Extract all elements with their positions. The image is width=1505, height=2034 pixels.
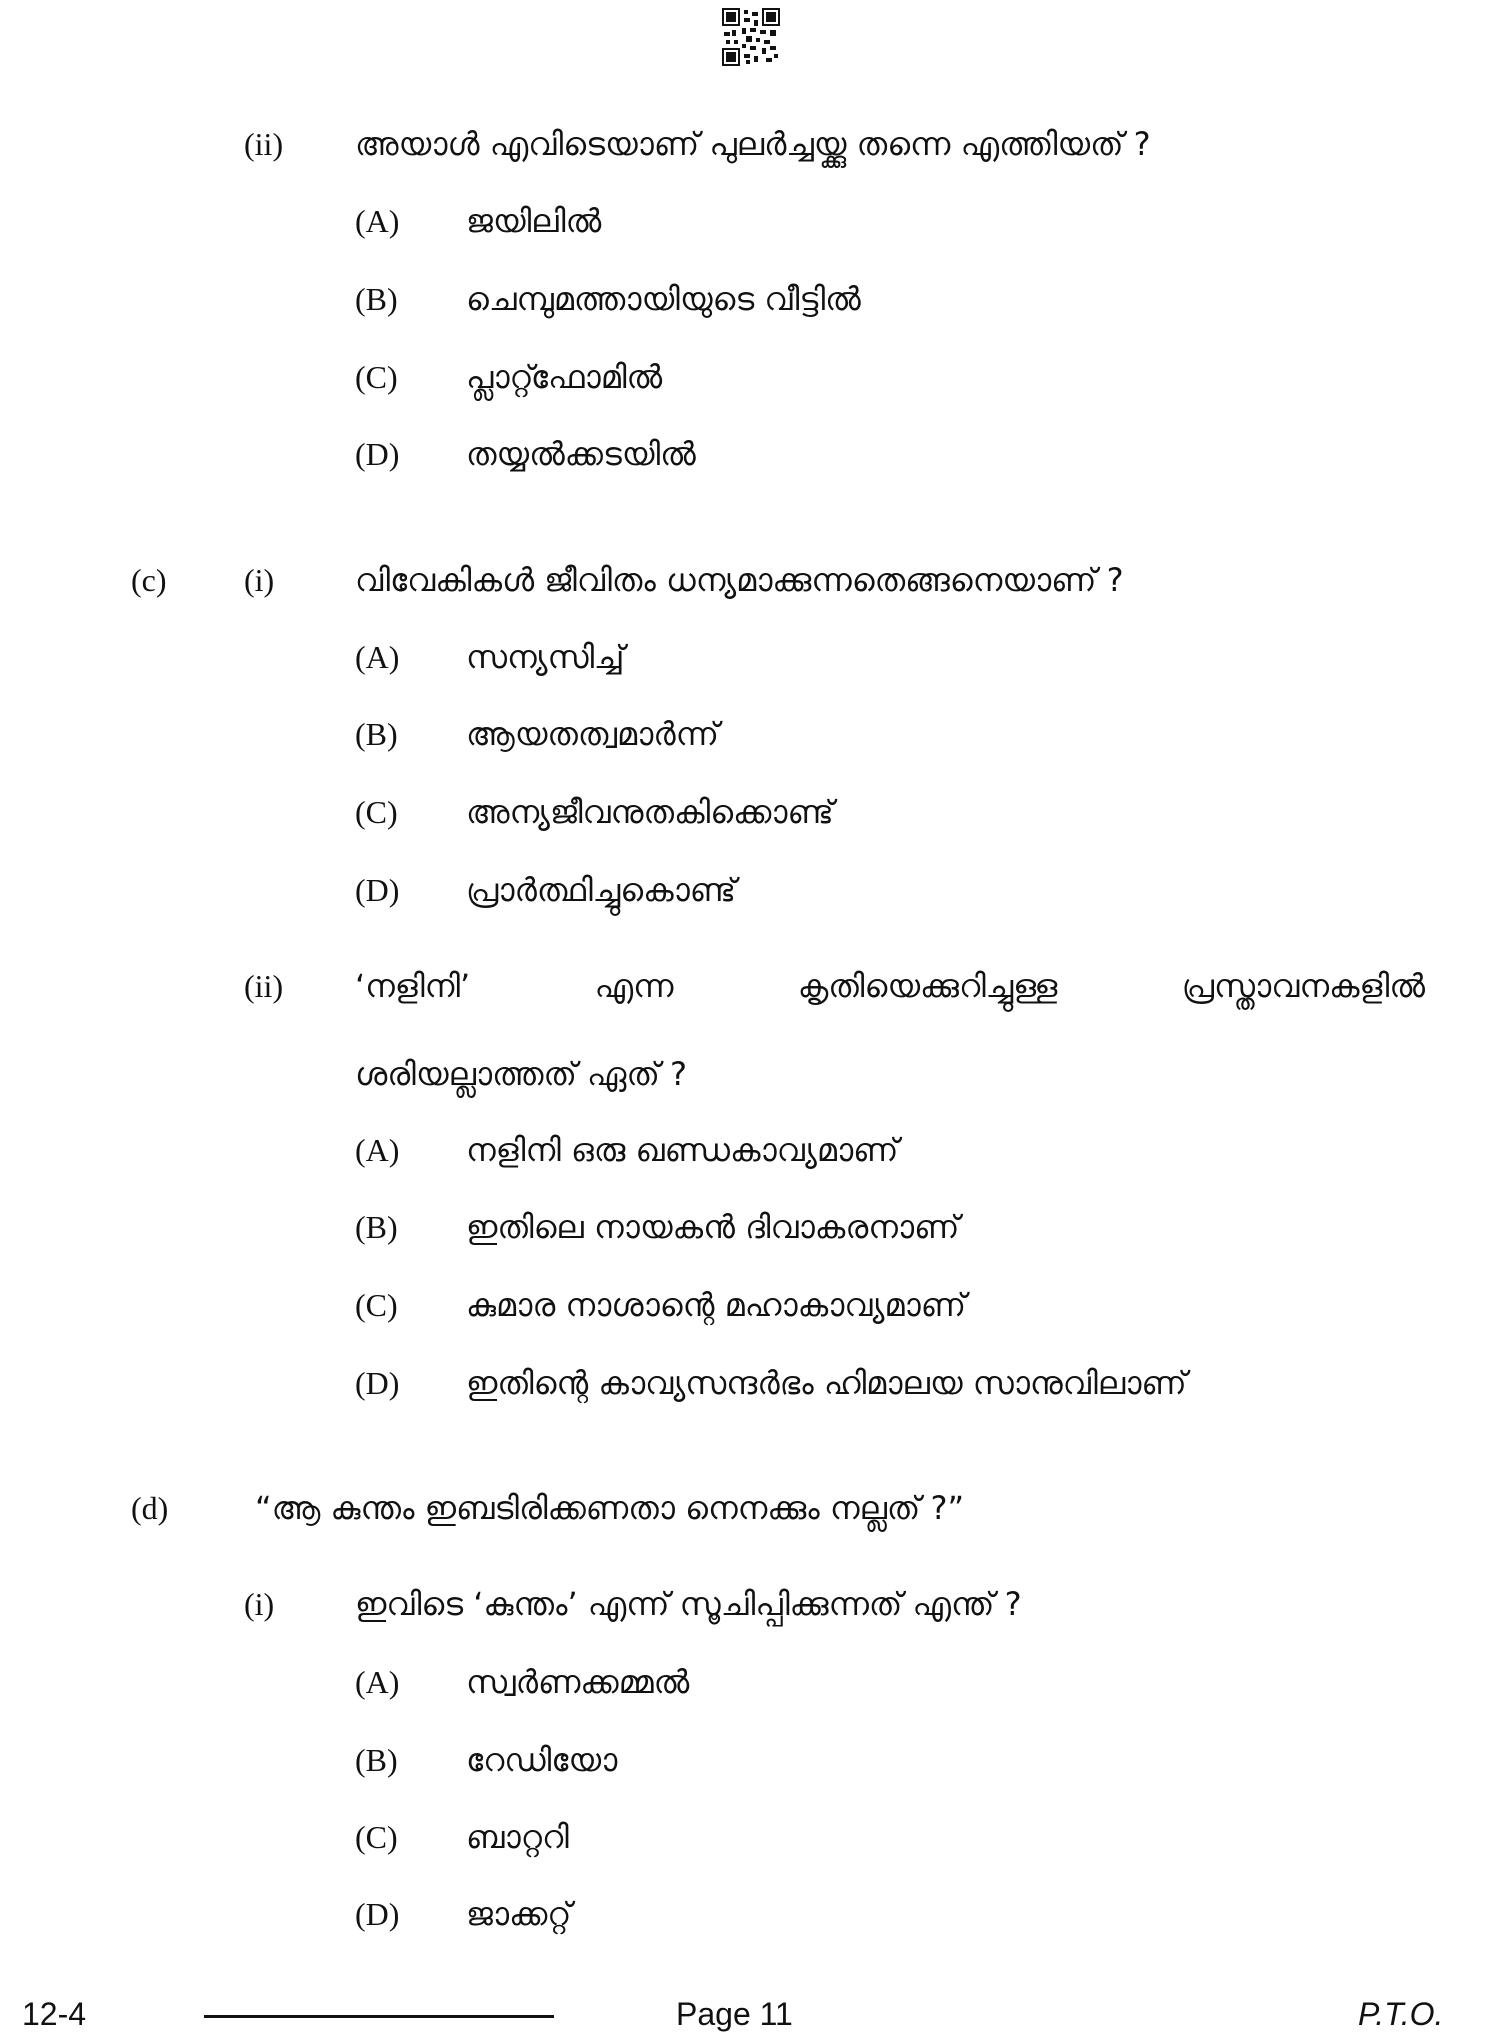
option-label: (B) [355, 281, 398, 317]
option-text: സന്യസിച്ച് [466, 638, 625, 676]
option-text: പ്രാർത്ഥിച്ചുകൊണ്ട് [466, 871, 737, 909]
option-label: (B) [355, 1742, 398, 1778]
question-word: പ്രസ്താവനകളിൽ [1181, 967, 1425, 1005]
option-label: (C) [355, 794, 398, 830]
option-label: (B) [355, 716, 398, 752]
option-label: (C) [355, 1287, 398, 1323]
paper-code: 12-4 [22, 1996, 87, 2032]
option-text: ഇതിലെ നായകൻ ദിവാകരനാണ് [466, 1208, 960, 1246]
option-text: ചെമ്പുമത്തായിയുടെ വീട്ടിൽ [466, 280, 861, 318]
option-text: ഇതിന്റെ കാവ്യസന്ദർഭം ഹിമാലയ സാനുവിലാണ് [466, 1364, 1187, 1402]
option-label: (D) [355, 436, 400, 472]
option-label: (A) [355, 1132, 400, 1168]
question-text: അയാൾ എവിടെയാണ് പുലർച്ചയ്ക്കു തന്നെ എത്തിയത് ? [355, 125, 1151, 163]
option-label: (A) [355, 639, 400, 675]
option-label: (D) [355, 1365, 400, 1401]
question-text: വിവേകികൾ ജീവിതം ധന്യമാക്കുന്നതെങ്ങനെയാണ് ? [355, 561, 1124, 599]
option-text: റേഡിയോ [466, 1741, 618, 1779]
question-text-line [355, 966, 1425, 1006]
question-number: (ii) [244, 968, 284, 1004]
footer-rule [204, 2015, 554, 2018]
question-number: (i) [244, 1586, 275, 1622]
option-text: ആയതത്വമാർന്ന് [466, 715, 719, 753]
option-text: തയ്യൽക്കടയിൽ [466, 435, 696, 473]
page-number: Page 11 [676, 1996, 793, 2032]
question-word: എന്ന [594, 967, 674, 1005]
qr-code [722, 8, 780, 66]
option-text: ജയിലിൽ [466, 202, 602, 240]
option-text: നളിനി ഒരു ഖണ്ഡകാവ്യമാണ് [466, 1131, 899, 1169]
option-text: കുമാര നാശാന്റെ മഹാകാവ്യമാണ് [466, 1286, 967, 1324]
question-word: കൃതിയെക്കുറിച്ചുള്ള [797, 967, 1058, 1005]
question-number: (i) [244, 562, 275, 598]
option-text: പ്ലാറ്റ്ഫോമിൽ [466, 358, 663, 396]
quotation-text: “ആ കുന്തം ഇബടിരിക്കണതാ നെനക്കും നല്ലത് ?” [255, 1489, 965, 1527]
section-label: (c) [131, 562, 167, 598]
question-number: (ii) [244, 126, 284, 162]
question-text: ഇവിടെ ‘കുന്തം’ എന്ന് സൂചിപ്പിക്കുന്നത് എന്ത് ? [355, 1585, 1022, 1623]
pto-label: P.T.O. [1358, 1996, 1444, 2032]
section-label: (d) [131, 1490, 169, 1526]
option-label: (C) [355, 1819, 398, 1855]
option-text: ജാക്കറ്റ് [466, 1895, 572, 1933]
option-label: (A) [355, 203, 400, 239]
option-text: സ്വർണക്കമ്മൽ [466, 1663, 690, 1701]
option-label: (A) [355, 1664, 400, 1700]
option-label: (C) [355, 359, 398, 395]
question-word: ‘നളിനി’ [355, 967, 471, 1005]
option-text: ബാറ്ററി [466, 1818, 569, 1856]
option-label: (B) [355, 1209, 398, 1245]
question-text-line: ശരിയല്ലാത്തത് ഏത് ? [355, 1055, 688, 1093]
option-text: അന്യജീവനുതകിക്കൊണ്ട് [466, 793, 834, 831]
option-label: (D) [355, 872, 400, 908]
option-label: (D) [355, 1896, 400, 1932]
